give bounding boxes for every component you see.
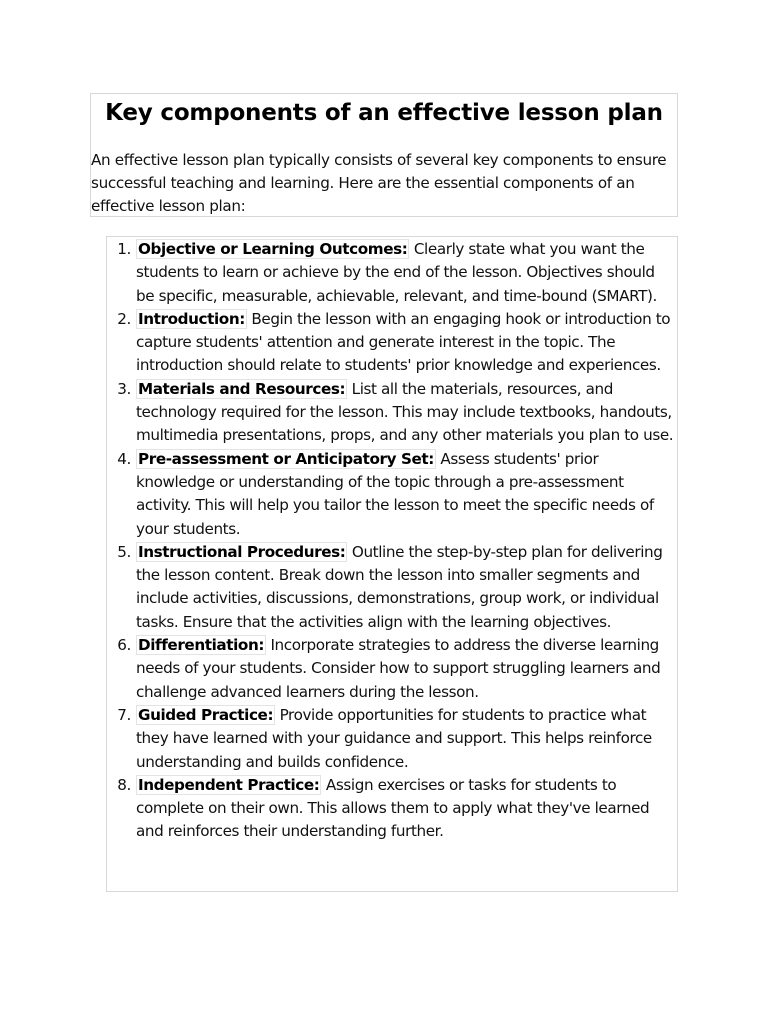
item-text: Clearly state what you want the students to learn or achieve by the end of the lesson. Objectives should be specific, measurable, achievable, relevant, and time-bound (SMART). [136,240,657,305]
item-text: Assess students' prior knowledge or understanding of the topic through a pre-assessment activity. This will help you tailor the lesson to meet the specific needs of your students. [136,449,654,538]
list-item [107,308,677,378]
item-term: Pre-assessment or Anticipatory Set: [138,449,434,468]
list-item [107,541,677,634]
components-list [107,238,677,844]
components-section [106,236,678,892]
item-number: 1. [117,240,131,258]
list-item [107,378,677,448]
item-text: Assign exercises or tasks for students to complete on their own. This allows them to apply what they've learned and reinforces their understanding further. [136,775,650,841]
item-term: Objective or Learning Outcomes: [138,240,408,258]
item-number: 3. [117,379,131,398]
item-text: Outline the step-by-step plan for delivering the lesson content. Break down the lesson into smaller segments and include activities, discussions, demonstrations, group work, or individual tasks. Ensure that the activities align with the learning objectives. [136,542,663,631]
intro-section [90,93,678,217]
item-term: Guided Practice: [138,705,274,724]
item-term: Independent Practice: [138,775,320,794]
intro-paragraph: An effective lesson plan typically consists of several key components to ensure successful teaching and learning. Here are the essential components of an effective lesson plan: [91,151,667,215]
item-number: 4. [117,449,131,468]
item-number: 8. [117,775,131,794]
item-term: Instructional Procedures: [138,542,346,561]
item-number: 2. [117,309,131,328]
item-number: 6. [117,636,131,655]
item-number: 7. [117,705,131,724]
item-number: 5. [117,542,131,561]
item-term: Differentiation: [138,636,265,655]
page-title: Key components of an effective lesson plan [105,100,663,126]
list-item [107,238,677,308]
list-item [107,774,677,844]
item-text: Begin the lesson with an engaging hook or introduction to capture students' attention and generate interest in the topic. The introduction should relate to students' prior knowledge and experiences. [136,309,671,375]
list-item [107,634,677,704]
item-term: Introduction: [138,309,245,328]
item-term: Materials and Resources: [138,379,346,398]
list-item [107,704,677,774]
list-item [107,448,677,541]
item-text: List all the materials, resources, and technology required for the lesson. This may include textbooks, handouts, multimedia presentations, props, and any other materials you plan to use. [136,379,674,445]
item-text: Provide opportunities for students to practice what they have learned with your guidance and support. This helps reinforce understanding and builds confidence. [136,705,652,771]
item-text: Incorporate strategies to address the diverse learning needs of your students. Consider how to support struggling learners and challenge advanced learners during the lesson. [136,636,661,701]
